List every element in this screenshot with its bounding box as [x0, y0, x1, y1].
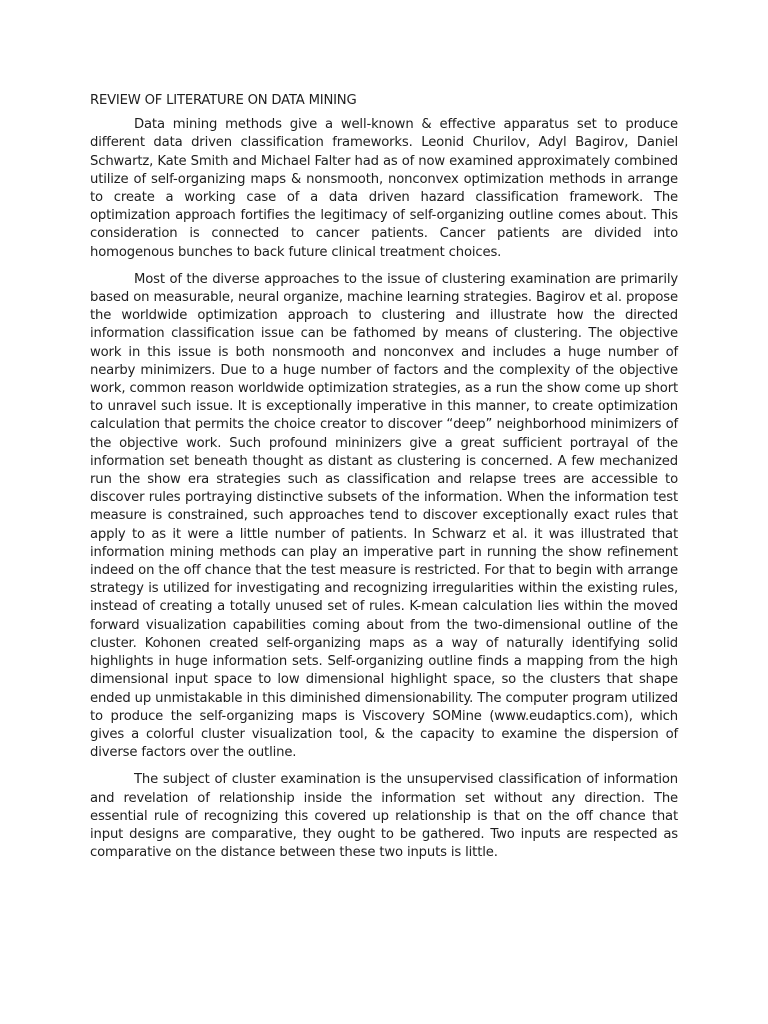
paragraph-2: Most of the diverse approaches to the issue of clustering examination are primarily based on measurable, neural organize, machine learning strategies. Bagirov et al. propose the worldwide optimization approach to clustering and illustrate how the directed information classification issue can be fathomed by means of clustering. The objective work in this issue is both nonsmooth and nonconvex and includes a huge number of nearby minimizers. Due to a huge number of factors and the complexity of the objective work, common reason worldwide optimization strategies, as a run the show come up short to unravel such issue. It is exceptionally imperative in this manner, to create optimization calculation that permits the choice creator to discover “deep” neighborhood minimizers of the objective work. Such profound mininizers give a great sufficient portrayal of the information set beneath thought as distant as clustering is concerned. A few mechanized run the show era strategies such as classification and relapse trees are accessible to discover rules portraying distinctive subsets of the information. When the information test measure is constrained, such approaches tend to discover exceptionally exact rules that apply to as it were a little number of patients. In Schwarz et al. it was illustrated that information mining methods can play an imperative part in running the show refinement indeed on the off chance that the test measure is restricted. For that to begin with arrange strategy is utilized for investigating and recognizing irregularities within the existing rules, instead of creating a totally unused set of rules. K-mean calculation lies within the moved forward visualization capabilities coming about from the two-dimensional outline of the cluster. Kohonen created self-organizing maps as a way of naturally identifying solid highlights in huge information sets. Self-organizing outline finds a mapping from the high dimensional input space to low dimensional highlight space, so the clusters that shape ended up unmistakable in this diminished dimensionability. The computer program utilized to produce the self-organizing maps is Viscovery SOMine (www.eudaptics.com), which gives a colorful cluster visualization tool, & the capacity to examine the dispersion of diverse factors over the outline.: [90, 271, 678, 761]
document-body: [90, 92, 678, 871]
paragraph-3: The subject of cluster examination is the unsupervised classification of information and revelation of relationship inside the information set without any direction. The essential rule of recognizing this covered up relationship is that on the off chance that input designs are comparative, they ought to be gathered. Two inputs are respected as comparative on the distance between these two inputs is little.: [90, 772, 678, 861]
paragraph-1: Data mining methods give a well-known & effective apparatus set to produce different data driven classification frameworks. Leonid Churilov, Adyl Bagirov, Daniel Schwartz, Kate Smith and Michael Falter had as of now examined approximately combined utilize of self-organizing maps & nonsmooth, nonconvex optimization methods in arrange to create a working case of a data driven hazard classification framework. The optimization approach fortifies the legitimacy of self-organizing outline comes about. This consideration is connected to cancer patients. Cancer patients are divided into homogenous bunches to back future clinical treatment choices.: [90, 117, 678, 260]
section-title: REVIEW OF LITERATURE ON DATA MINING: [90, 93, 357, 108]
